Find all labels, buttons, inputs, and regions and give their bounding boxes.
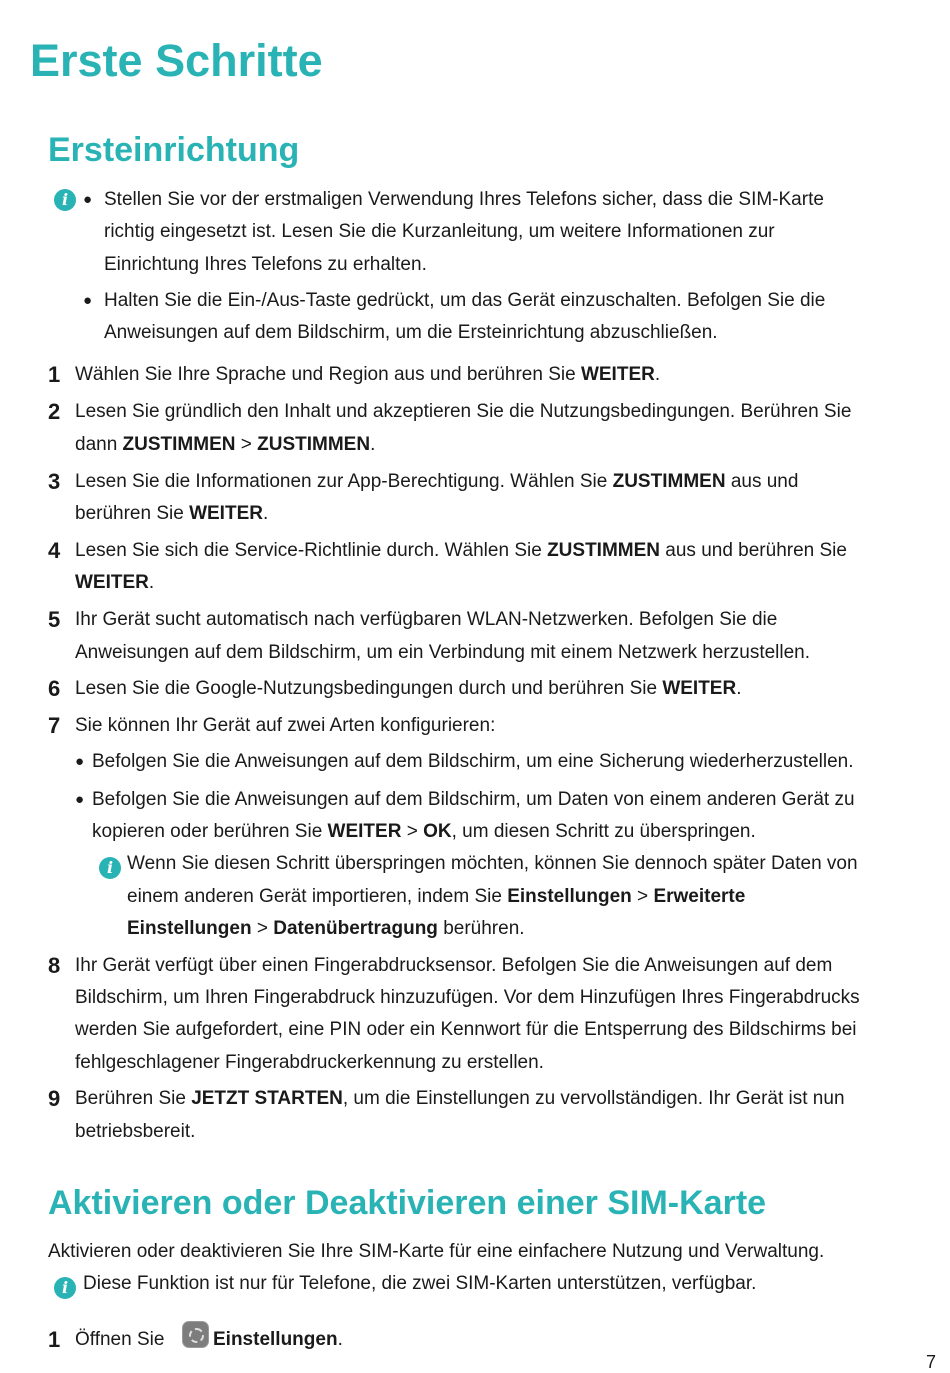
sim-step-1-text: Öffnen Sie	[75, 1329, 170, 1350]
bullet-icon: ●	[75, 753, 85, 770]
step-number: 3	[48, 469, 61, 494]
step-8-text: Ihr Gerät verfügt über einen Fingerabdrucksensor. Befolgen Sie die Anweisungen auf dem	[75, 955, 833, 976]
step-number: 6	[48, 676, 61, 701]
info-text-line: Halten Sie die Ein-/Aus-Taste gedrückt, um das Gerät einzuschalten. Befolgen Sie die	[104, 290, 826, 311]
step-7-bullet: Befolgen Sie die Anweisungen auf dem Bildschirm, um Daten von einem anderen Gerät zu	[92, 789, 855, 810]
step-5-text: Ihr Gerät sucht automatisch nach verfügbaren WLAN-Netzwerken. Befolgen Sie die	[75, 609, 778, 630]
step-4-text: Lesen Sie sich die Service-Richtlinie durch. Wählen Sie ZUSTIMMEN aus und berühren Sie	[75, 540, 847, 561]
step-number: 8	[48, 953, 61, 978]
settings-app-icon	[182, 1321, 209, 1348]
step-2-text: Lesen Sie gründlich den Inhalt und akzeptieren Sie die Nutzungsbedingungen. Berühren Sie	[75, 401, 852, 422]
sim-step-1-label: Einstellungen.	[213, 1329, 343, 1350]
section-heading-sim: Aktivieren oder Deaktivieren einer SIM-Karte	[48, 1184, 767, 1222]
step-8-text: Bildschirm, um Ihren Fingerabdruck hinzuzufügen. Vor dem Hinzufügen Ihres Fingerabdrucks	[75, 987, 860, 1008]
info-note: Diese Funktion ist nur für Telefone, die zwei SIM-Karten unterstützen, verfügbar.	[83, 1273, 757, 1294]
step-number: 1	[48, 1327, 61, 1352]
bullet-icon: ●	[75, 791, 85, 808]
step-9-text: Berühren Sie JETZT STARTEN, um die Einstellungen zu vervollständigen. Ihr Gerät ist nun	[75, 1088, 845, 1109]
info-text-line: Einrichtung Ihres Telefons zu erhalten.	[104, 254, 427, 275]
step-number: 1	[48, 362, 61, 387]
step-7-text: Sie können Ihr Gerät auf zwei Arten konfigurieren:	[75, 715, 496, 736]
section-heading-ersteinrichtung: Ersteinrichtung	[48, 131, 300, 169]
step-1-text: Wählen Sie Ihre Sprache und Region aus und berühren Sie WEITER.	[75, 364, 661, 385]
section-intro: Aktivieren oder deaktivieren Sie Ihre SIM-Karte für eine einfachere Nutzung und Verwaltung.	[48, 1241, 825, 1262]
step-7-note: Einstellungen > Datenübertragung berühren.	[127, 918, 525, 939]
step-7-note: einem anderen Gerät importieren, indem Sie Einstellungen > Erweiterte	[127, 886, 746, 907]
bullet-icon: ●	[83, 191, 93, 208]
step-6-text: Lesen Sie die Google-Nutzungsbedingungen durch und berühren Sie WEITER.	[75, 678, 742, 699]
bullet-icon: ●	[83, 292, 93, 309]
step-4-text: WEITER.	[75, 572, 155, 593]
info-icon: i	[54, 1277, 76, 1299]
step-7-note: Wenn Sie diesen Schritt überspringen möchten, können Sie dennoch später Daten von	[127, 853, 858, 874]
step-number: 5	[48, 607, 61, 632]
step-number: 4	[48, 538, 61, 563]
step-8-text: werden Sie aufgefordert, eine PIN oder ein Kennwort für die Entsperrung des Bildschirms bei	[75, 1019, 857, 1040]
info-text-line: richtig eingesetzt ist. Lesen Sie die Kurzanleitung, um weitere Informationen zur	[104, 221, 775, 242]
page-number: 7	[925, 1352, 936, 1372]
step-number: 2	[48, 399, 61, 424]
step-3-text: berühren Sie WEITER.	[75, 503, 269, 524]
step-3-text: Lesen Sie die Informationen zur App-Berechtigung. Wählen Sie ZUSTIMMEN aus und	[75, 471, 799, 492]
step-2-text: dann ZUSTIMMEN > ZUSTIMMEN.	[75, 434, 376, 455]
step-5-text: Anweisungen auf dem Bildschirm, um ein Verbindung mit einem Netzwerk herzustellen.	[75, 642, 811, 663]
page-title: Erste Schritte	[30, 35, 323, 86]
info-icon: i	[54, 189, 76, 211]
step-number: 7	[48, 713, 61, 738]
info-text-line: Anweisungen auf dem Bildschirm, um die Ersteinrichtung abzuschließen.	[104, 322, 718, 343]
info-icon: i	[99, 857, 121, 879]
step-8-text: fehlgeschlagener Fingerabdruckerkennung zu erstellen.	[75, 1052, 544, 1073]
info-text-line: Stellen Sie vor der erstmaligen Verwendung Ihres Telefons sicher, dass die SIM-Karte	[104, 189, 824, 210]
step-7-bullet: Befolgen Sie die Anweisungen auf dem Bildschirm, um eine Sicherung wiederherzustellen.	[92, 751, 854, 772]
step-7-bullet: kopieren oder berühren Sie WEITER > OK, um diesen Schritt zu überspringen.	[92, 821, 756, 842]
step-number: 9	[48, 1086, 61, 1111]
step-9-text: betriebsbereit.	[75, 1121, 196, 1142]
